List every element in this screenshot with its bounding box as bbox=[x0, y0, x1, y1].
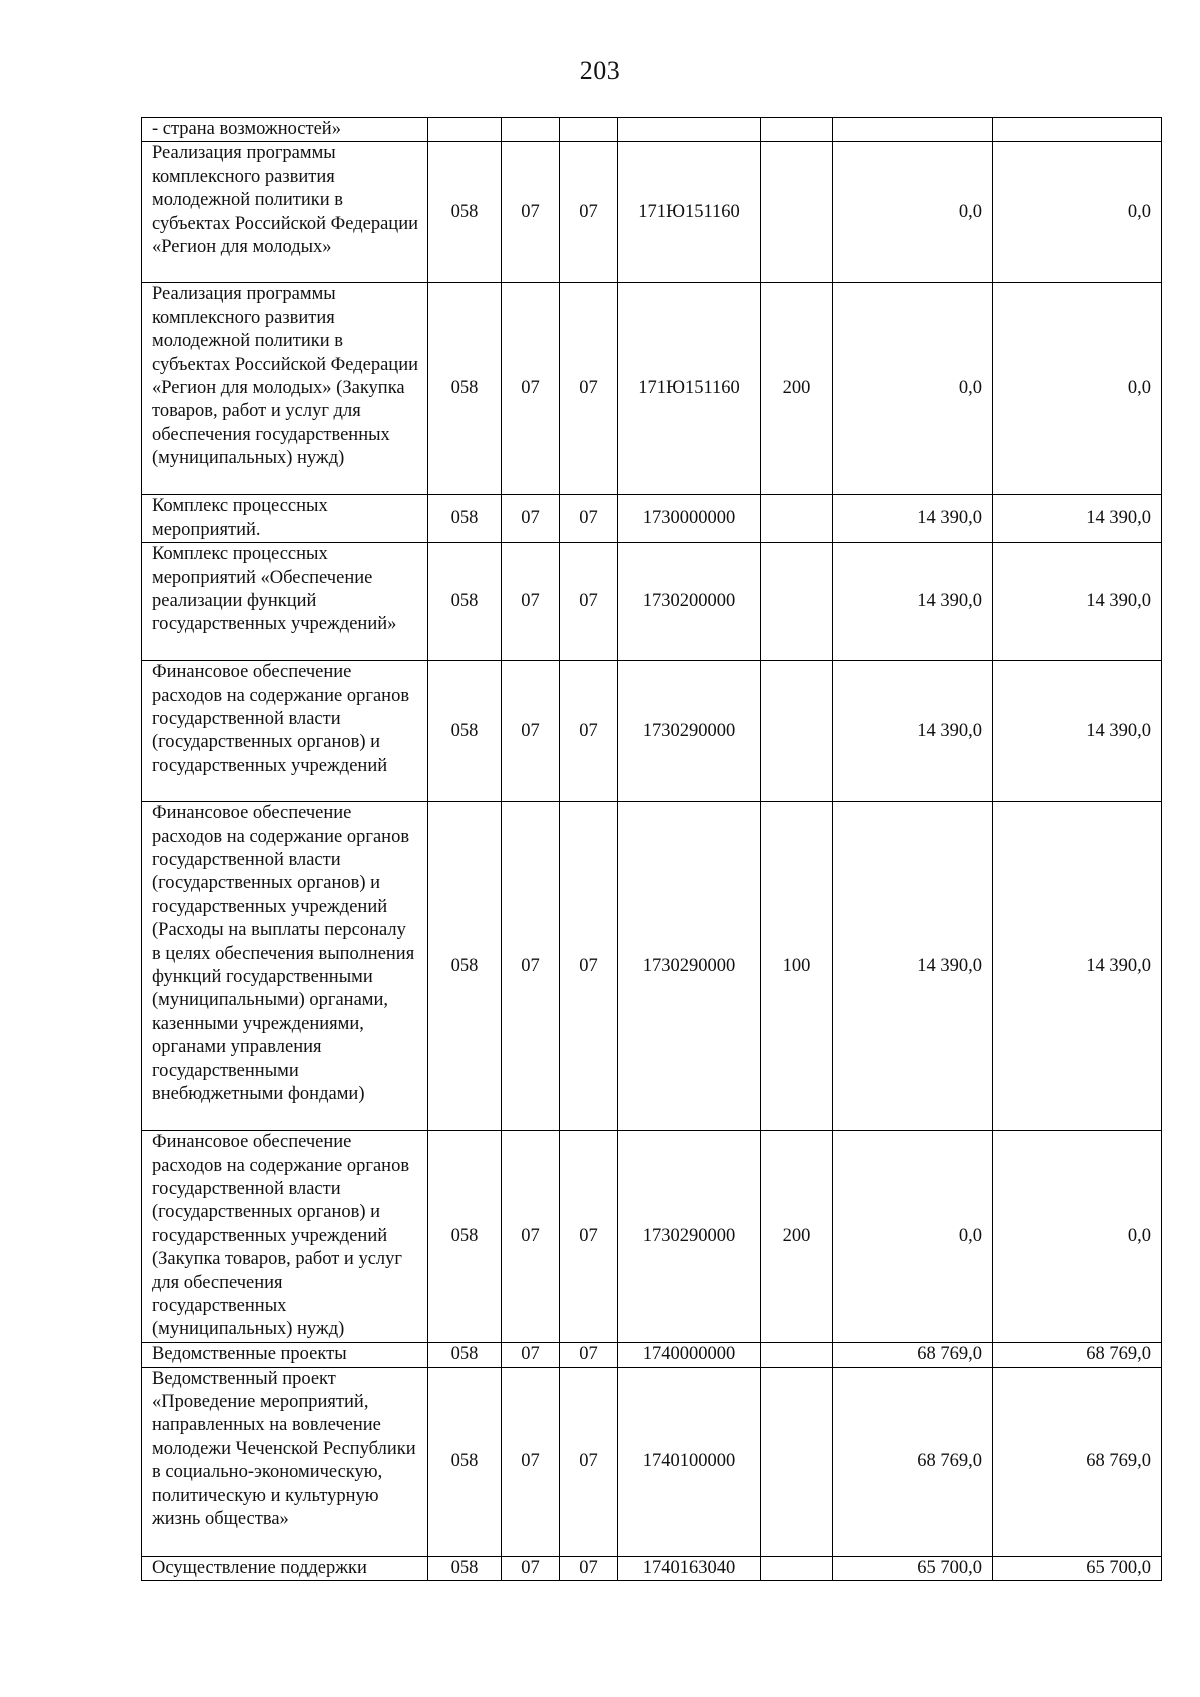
subsection-cell: 07 bbox=[560, 283, 618, 495]
sum-cell-2: 68 769,0 bbox=[993, 1367, 1162, 1556]
expense-type-cell: 200 bbox=[761, 1131, 833, 1343]
expense-type-cell bbox=[761, 543, 833, 661]
subsection-cell: 07 bbox=[560, 543, 618, 661]
row-name-cell: Финансовое обеспечение расходов на содержание органов государственной власти (государственных органов) и государственных учреждений bbox=[142, 661, 428, 802]
ministry-code-cell: 058 bbox=[428, 543, 502, 661]
row-name-cell: Реализация программы комплексного развития молодежной политики в субъектах Российской Федерации «Регион для молодых» bbox=[142, 142, 428, 283]
sum-cell-1: 14 390,0 bbox=[833, 661, 993, 802]
section-cell: 07 bbox=[502, 802, 560, 1131]
expense-type-cell bbox=[761, 142, 833, 283]
row-name-cell: - страна возможностей» bbox=[142, 118, 428, 142]
target-article-cell: 1740000000 bbox=[618, 1343, 761, 1367]
ministry-code-cell: 058 bbox=[428, 1131, 502, 1343]
subsection-cell: 07 bbox=[560, 1131, 618, 1343]
target-article-cell: 171Ю151160 bbox=[618, 283, 761, 495]
sum-cell-2: 0,0 bbox=[993, 283, 1162, 495]
sum-cell-1: 0,0 bbox=[833, 1131, 993, 1343]
expense-type-cell: 200 bbox=[761, 283, 833, 495]
row-name-cell: Комплекс процессных мероприятий «Обеспечение реализации функций государственных учреждений» bbox=[142, 543, 428, 661]
expense-type-cell bbox=[761, 1556, 833, 1580]
target-article-cell: 1740163040 bbox=[618, 1556, 761, 1580]
table-row bbox=[142, 118, 1162, 142]
expense-type-cell bbox=[761, 118, 833, 142]
sum-cell-1: 14 390,0 bbox=[833, 802, 993, 1131]
sum-cell-2: 0,0 bbox=[993, 142, 1162, 283]
sum-cell-2: 14 390,0 bbox=[993, 661, 1162, 802]
target-article-cell bbox=[618, 118, 761, 142]
sum-cell-2: 68 769,0 bbox=[993, 1343, 1162, 1367]
sum-cell-2 bbox=[993, 118, 1162, 142]
ministry-code-cell: 058 bbox=[428, 283, 502, 495]
row-name-cell: Финансовое обеспечение расходов на содержание органов государственной власти (государственных органов) и государственных учреждений (Закупка товаров, работ и услуг для обеспечения государственных (муниципальных) нужд) bbox=[142, 1131, 428, 1343]
target-article-cell: 1730290000 bbox=[618, 1131, 761, 1343]
row-name-cell: Осуществление поддержки bbox=[142, 1556, 428, 1580]
subsection-cell: 07 bbox=[560, 142, 618, 283]
target-article-cell: 1730000000 bbox=[618, 495, 761, 543]
row-name-cell: Финансовое обеспечение расходов на содержание органов государственной власти (государственных органов) и государственных учреждений (Расходы на выплаты персоналу в целях обеспечения выполнения функций государственными (муниципальными) органами, казенными учреждениями, органами управления государственными внебюджетными фондами) bbox=[142, 802, 428, 1131]
subsection-cell: 07 bbox=[560, 802, 618, 1131]
expense-type-cell bbox=[761, 1343, 833, 1367]
table-row bbox=[142, 1131, 1162, 1343]
target-article-cell: 1730200000 bbox=[618, 543, 761, 661]
ministry-code-cell: 058 bbox=[428, 495, 502, 543]
subsection-cell: 07 bbox=[560, 1343, 618, 1367]
section-cell: 07 bbox=[502, 283, 560, 495]
subsection-cell: 07 bbox=[560, 1556, 618, 1580]
section-cell bbox=[502, 118, 560, 142]
ministry-code-cell bbox=[428, 118, 502, 142]
ministry-code-cell: 058 bbox=[428, 1367, 502, 1556]
sum-cell-2: 65 700,0 bbox=[993, 1556, 1162, 1580]
section-cell: 07 bbox=[502, 661, 560, 802]
sum-cell-1: 14 390,0 bbox=[833, 495, 993, 543]
sum-cell-1: 14 390,0 bbox=[833, 543, 993, 661]
target-article-cell: 171Ю151160 bbox=[618, 142, 761, 283]
table-row bbox=[142, 283, 1162, 495]
ministry-code-cell: 058 bbox=[428, 1556, 502, 1580]
table-row bbox=[142, 142, 1162, 283]
table-row bbox=[142, 543, 1162, 661]
row-name-cell: Комплекс процессных мероприятий. bbox=[142, 495, 428, 543]
page-number: 203 bbox=[579, 56, 621, 85]
sum-cell-2: 0,0 bbox=[993, 1131, 1162, 1343]
expense-type-cell: 100 bbox=[761, 802, 833, 1131]
budget-table bbox=[141, 117, 1162, 1581]
section-cell: 07 bbox=[502, 1343, 560, 1367]
table-row bbox=[142, 802, 1162, 1131]
target-article-cell: 1730290000 bbox=[618, 802, 761, 1131]
sum-cell-1: 65 700,0 bbox=[833, 1556, 993, 1580]
row-name-cell: Ведомственные проекты bbox=[142, 1343, 428, 1367]
subsection-cell: 07 bbox=[560, 495, 618, 543]
section-cell: 07 bbox=[502, 142, 560, 283]
sum-cell-1: 68 769,0 bbox=[833, 1367, 993, 1556]
ministry-code-cell: 058 bbox=[428, 1343, 502, 1367]
table-row bbox=[142, 495, 1162, 543]
sum-cell-1: 0,0 bbox=[833, 283, 993, 495]
expense-type-cell bbox=[761, 661, 833, 802]
sum-cell-1: 68 769,0 bbox=[833, 1343, 993, 1367]
sum-cell-2: 14 390,0 bbox=[993, 543, 1162, 661]
target-article-cell: 1740100000 bbox=[618, 1367, 761, 1556]
table-row bbox=[142, 1367, 1162, 1556]
ministry-code-cell: 058 bbox=[428, 802, 502, 1131]
table-row bbox=[142, 1343, 1162, 1367]
table-row bbox=[142, 1556, 1162, 1580]
section-cell: 07 bbox=[502, 1131, 560, 1343]
row-name-cell: Реализация программы комплексного развития молодежной политики в субъектах Российской Федерации «Регион для молодых» (Закупка товаров, работ и услуг для обеспечения государственных (муниципальных) нужд) bbox=[142, 283, 428, 495]
section-cell: 07 bbox=[502, 495, 560, 543]
section-cell: 07 bbox=[502, 1367, 560, 1556]
expense-type-cell bbox=[761, 495, 833, 543]
section-cell: 07 bbox=[502, 543, 560, 661]
row-name-cell: Ведомственный проект «Проведение мероприятий, направленных на вовлечение молодежи Чеченской Республики в социально-экономическую, политическую и культурную жизнь общества» bbox=[142, 1367, 428, 1556]
expense-type-cell bbox=[761, 1367, 833, 1556]
subsection-cell: 07 bbox=[560, 661, 618, 802]
sum-cell-2: 14 390,0 bbox=[993, 495, 1162, 543]
ministry-code-cell: 058 bbox=[428, 661, 502, 802]
sum-cell-1: 0,0 bbox=[833, 142, 993, 283]
sum-cell-2: 14 390,0 bbox=[993, 802, 1162, 1131]
subsection-cell bbox=[560, 118, 618, 142]
ministry-code-cell: 058 bbox=[428, 142, 502, 283]
target-article-cell: 1730290000 bbox=[618, 661, 761, 802]
subsection-cell: 07 bbox=[560, 1367, 618, 1556]
sum-cell-1 bbox=[833, 118, 993, 142]
section-cell: 07 bbox=[502, 1556, 560, 1580]
table-row bbox=[142, 661, 1162, 802]
